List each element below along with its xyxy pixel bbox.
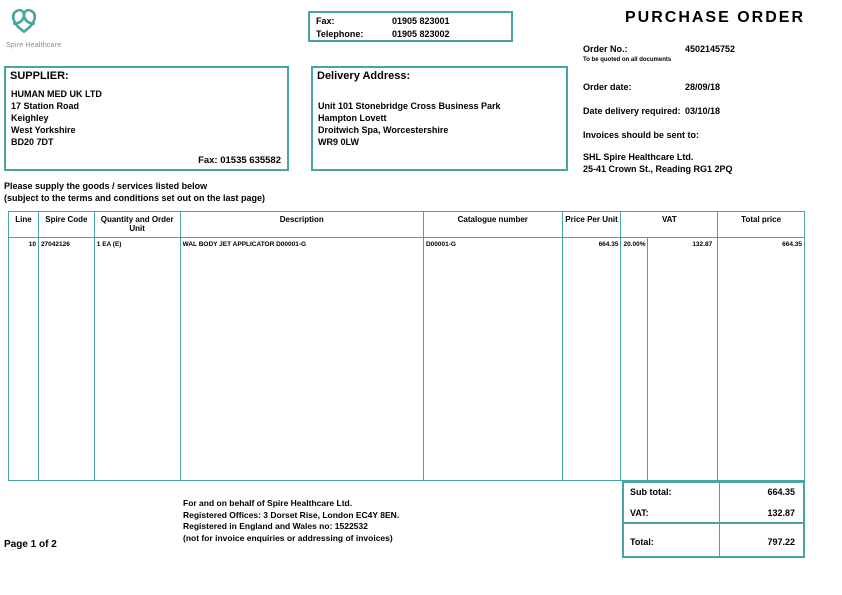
delivery-address: [318, 100, 501, 148]
telephone-label: Telephone:: [316, 29, 364, 39]
invoices-name: SHL Spire Healthcare Ltd.: [583, 152, 694, 162]
delivery-address-line: WR9 0LW: [318, 137, 360, 147]
cell-vat-rate: 20.00%: [621, 238, 648, 480]
table-header-row: [9, 212, 804, 238]
delivery-address-box: [311, 66, 568, 171]
vat-value: 132.87: [767, 508, 795, 518]
cell-vat-amount: 132.87: [692, 241, 713, 248]
legal-line: Registered Offices: 3 Dorset Rise, London EC4Y 8EN.: [183, 509, 400, 520]
total-box: [622, 522, 805, 558]
total-value: 797.22: [767, 537, 795, 547]
spire-logo-icon: [6, 23, 42, 40]
supplier-box: [4, 66, 289, 171]
logo-wordmark: Spire Healthcare: [6, 42, 62, 49]
cell-quantity: 1 EA (E): [95, 238, 181, 480]
legal-line: Registered in England and Wales no: 1522532: [183, 521, 368, 532]
cell-description: WAL BODY JET APPLICATOR D00001-G: [181, 238, 424, 480]
legal-line: For and on behalf of Spire Healthcare Ltd.: [183, 498, 353, 508]
supplier-heading: SUPPLIER:: [10, 70, 69, 82]
header-vat: VAT: [621, 212, 718, 237]
delivery-address-line: Hampton Lovett: [318, 113, 387, 123]
total-label: Total:: [630, 537, 654, 547]
cell-total-price: 664.35: [782, 241, 802, 248]
order-items-table: [8, 211, 805, 481]
subtotal-value: 664.35: [767, 487, 795, 497]
delivery-required-row: [583, 106, 808, 116]
supplier-address-line: 17 Station Road: [11, 101, 80, 111]
supplier-address-line: HUMAN MED UK LTD: [11, 89, 102, 99]
cell-spire-code: 27042126: [39, 238, 95, 480]
order-no-row: [583, 44, 808, 54]
delivery-required-value: 03/10/18: [685, 106, 721, 116]
header-quantity-order-unit: Quantity and Order Unit: [95, 212, 181, 237]
total-divider: [719, 524, 720, 556]
invoices-address: 25-41 Crown St., Reading RG1 2PQ: [583, 164, 733, 174]
cell-price-per-unit: 664.35: [563, 238, 622, 480]
subtotal-label: Sub total:: [630, 487, 672, 497]
supplier-fax: Fax: 01535 635582: [198, 155, 281, 166]
logo: [6, 6, 76, 49]
order-no-label: Order No.:: [583, 44, 628, 54]
delivery-address-line: Unit 101 Stonebridge Cross Business Park: [318, 101, 501, 111]
table-row: [9, 238, 804, 480]
header-catalogue-number: Catalogue number: [424, 212, 563, 237]
legal-text: [183, 498, 399, 545]
totals-box: [622, 481, 805, 524]
supplier-address-line: Keighley: [11, 113, 49, 123]
legal-line: (not for invoice enquiries or addressing of invoices): [183, 533, 393, 544]
vat-label: VAT:: [630, 508, 649, 518]
fax-value: 01905 823001: [392, 16, 450, 26]
invoices-heading: Invoices should be sent to:: [583, 130, 700, 140]
header-total-price: Total price: [741, 215, 782, 224]
cell-catalogue-number: D00001-G: [424, 238, 563, 480]
order-date-value: 28/09/18: [685, 82, 721, 92]
page-number: Page 1 of 2: [4, 539, 57, 550]
supply-instruction-line2: (subject to the terms and conditions set out on the last page): [4, 193, 266, 203]
order-no-note: To be quoted on all documents: [583, 57, 672, 63]
supplier-address: [11, 88, 102, 148]
header-line: Line: [9, 212, 39, 237]
cell-line: 10: [9, 238, 39, 480]
order-no-value: 4502145752: [685, 44, 736, 54]
totals-divider: [719, 483, 720, 522]
telephone-value: 01905 823002: [392, 29, 450, 39]
delivery-address-line: Droitwich Spa, Worcestershire: [318, 125, 449, 135]
header-price-per-unit: Price Per Unit: [563, 212, 622, 237]
delivery-required-label: Date delivery required:: [583, 106, 681, 116]
page-title: PURCHASE ORDER: [624, 9, 805, 26]
order-date-row: [583, 82, 808, 92]
supplier-address-line: BD20 7DT: [11, 137, 54, 147]
header-spire-code: Spire Code: [39, 212, 95, 237]
fax-label: Fax:: [316, 16, 335, 26]
contact-box: [308, 11, 513, 42]
supplier-address-line: West Yorkshire: [11, 125, 76, 135]
header-description: Description: [181, 212, 424, 237]
order-date-label: Order date:: [583, 82, 632, 92]
supply-instruction-line1: Please supply the goods / services listed below: [4, 181, 208, 191]
supply-instruction: [4, 180, 265, 204]
cell-vat: [621, 238, 718, 480]
delivery-heading: Delivery Address:: [317, 70, 411, 82]
